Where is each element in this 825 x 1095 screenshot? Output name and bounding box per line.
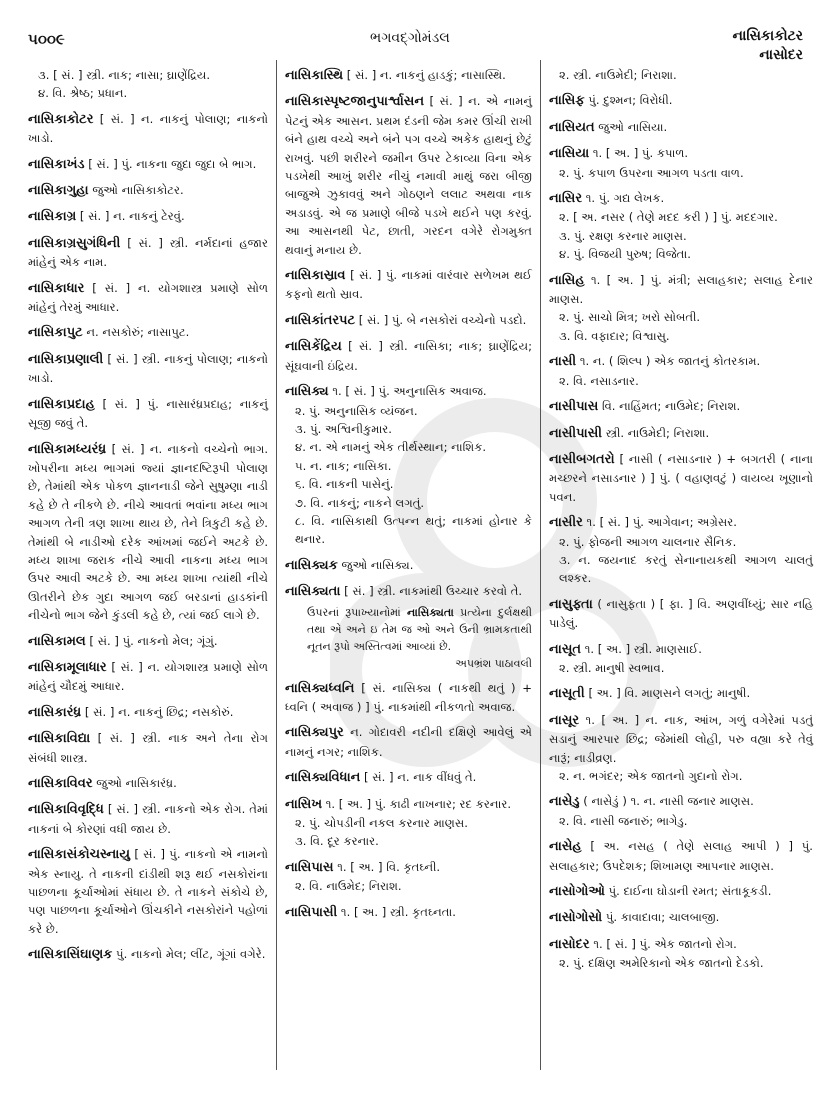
dictionary-entry [28,845,268,938]
headword: નાસિકારંધ્ર [28,704,82,720]
definition: [ અ. નસહ ( તેણે સલાહ આપી ) ] પું. સલાહકાર; ઉપદેશક; શિખામણ આપનાર માણસ. [549,839,813,873]
definition: [ સં. ] સ્ત્રી. નાકનું પોલાણ; નાકનો ખાડો. [28,351,269,386]
definition: [ સં. ] પું. નાકમાં વારંવાર સળેખમ થઈ કફનો થતો સ્રાવ. [285,268,532,302]
quote-source: અપભ્રંશ પાઠાવલી [455,656,532,670]
definition: [ સં. ] પું. બે નસકોરાં વચ્ચેનો પડદો. [358,312,527,327]
headword: નાસી [549,354,577,370]
dictionary-entry [28,155,268,174]
sense-line: ૩. વિ. દૂર કરનાર. [295,834,379,849]
definition: [ સં. ] પું. નાકનો એ નામનો એક સ્નાયુ. તે નાકની દાંડીથી શરૂ થઈ નસકોરાંના પાછળના કૂર્ચાઓમાં સંધાય છે. તે નાકને સંકોચે છે, પણ પાછળના કૂર્ચાઓને ઊંચકીને નસકોરાંને પહોળાં કરે છે. [28,847,269,936]
sense-line: ૨. સ્ત્રી. માનુષી સ્વભાવ. [559,660,665,675]
headword: નાસેહ [549,839,582,855]
headword: નાસિક્ય [285,384,329,400]
sense-line: ૧. [ અ. ] પું. મંત્રી; સલાહકાર; સલાહ દેનાર માણસ. [549,272,814,307]
definition: વિ. નાહિંમત; નાઉમેદ; નિરાશ. [601,399,741,414]
headword: નાસિકાસ્પૃષ્ટજાનુપાર્શ્વાસન [285,94,425,110]
dictionary-entry [549,792,813,830]
definition: [ સં. નાસિક્ય ( નાકથી થતું ) + ધ્વનિ ( અવાજ ) ] પું. નાકમાંથી નીકળતો અવાજ. [285,680,532,714]
dictionary-entry [28,703,268,722]
definition: સ્ત્રી. નાઉમેદી; નિરાશા. [605,425,710,440]
headword: નાસિપાસ [285,859,334,875]
dictionary-entry [28,729,268,767]
definition: [ સં. ] ન. નાકનું પોલાણ; નાકનો ખાડો. [28,111,268,146]
definition: [ સં. ] સ્ત્રી. નાક અને તેના રોગ સંબંધી શાસ્ત્ર. [28,731,268,765]
headword: નાસીબગતરો [549,451,615,467]
dictionary-entry [28,279,268,317]
sense-line: ૨. પું. અનુનાસિક વ્યંજન. [295,403,418,418]
definition: [ સં. ] ન. નાકનું ટેરવું. [79,209,185,224]
definition: [ સં. ] ન. નાકનું હાડકું; નાસાસ્થિ. [346,68,506,82]
sense-line: ૧. [ અ. ] પું. કાઢી નાખનાર; રદ કરનાર. [325,796,512,811]
definition: ૧. [ અ. ] સ્ત્રી. કૃતઘ્નતા. [340,904,456,919]
headword: નાસીપાસી [549,425,602,441]
column-3 [540,60,813,1070]
headword: નાસિકાવિવૃદ્ધિ [28,802,104,818]
definition: જુઓ નાસિકાકોટર. [92,183,184,198]
page-number: ૫૦૦૯ [28,30,65,48]
headword: નાસિકામૂલાધાર [28,659,107,675]
sense-line: ૭. વિ. નાકનું; નાકને લગતું. [295,495,425,510]
dictionary-entry [549,144,813,182]
sense-line: ૨. વિ. નસાડનાર. [559,373,639,388]
guide-word-first: નાસિકાકોટર [732,28,803,44]
headword: નાસિખ [285,796,323,812]
headword: નાસિકાગુહા [28,183,89,199]
definition: [ સં. ] પું. નાકનો મેલ; ગૂંગું. [89,633,218,648]
dictionary-entry [28,945,268,964]
headword: નાસિકાપુટ [28,325,83,341]
sense-line: ૨. વિ. નાઉમેદ; નિરાશ. [295,879,402,894]
dictionary-entry [285,556,532,575]
sense-line: ૧. [ સં. ] પું. એક જાતનો રોગ. [593,936,737,951]
headword: નાસુફ્તા [549,596,593,612]
sense-line: ૧. [ અ. ] ન. નાક, આંખ, ગળું વગેરેમાં પડતું સડાનું આરપાર છિદ્ર; જેમાંથી લોહી, પરુ વહ્યા કરે તેવું નારૂં; નાડીવ્રણ. [549,712,814,765]
headword: નાસિકાપ્રદાહ [28,396,95,412]
sense-line: ૩. [ સં. ] સ્ત્રી. નાક; નાસા; ઘ્રાણેંદ્રિય. [38,68,211,82]
dictionary-entry [549,424,813,443]
sense-line: ૧. પું. ગદ્ય લેખક. [585,191,665,206]
dictionary-entry [549,513,813,588]
headword: નાસિકામધ્યરંધ્ર [28,441,107,457]
dictionary-entry [549,837,813,875]
dictionary-entry [28,234,268,272]
dictionary-entry [285,266,532,304]
sense-line: ૧. [ સં. ] પું. આગેવાન; અગ્રેસર. [586,515,737,530]
definition: [ સં. ] સ્ત્રી. નર્મદાનાં હજાર માંહેનું એક નામ. [28,235,268,270]
dictionary-entry [285,92,532,259]
sense-line: ૧. [ અ. ] પું. કપાળ. [592,146,689,161]
dictionary-entry [549,882,813,901]
sense-line: ૩. પું. અશ્વિનીકુમાર. [295,421,392,436]
column-2 [276,60,540,1070]
definition: [ સં. ] પું. નાસારંધ્રપ્રદાહ; નાકનું સૂજી જવું તે. [28,396,269,431]
definition: ન. નસકોરું; નાસાપુટ. [86,325,190,340]
headword: નાસિક્યપુર [285,725,344,741]
sense-line: ૫. ન. નાક; નાસિકા. [295,458,392,473]
headword: નાસિક્યક [285,557,338,573]
sense-line: ૩. વિ. વફાદાર; વિશ્વાસુ. [559,328,670,343]
definition: ( નાસુફતા ) [ ફા. ] વિ. અણવીંધ્યું; સાર નહિ પાડેલું. [549,596,813,631]
dictionary-entry [285,858,532,896]
headword: નાસૂત [549,641,582,657]
headword: નાસિકાસ્થિ [285,68,344,83]
definition: [ સં. ] સ્ત્રી. નાસિકા; નાક; ઘ્રાણેંદ્રિય; સૂંઘવાની ઇંદ્રિય. [285,339,532,373]
quote-text: ઉપરનાં રૂપાખ્યાનોમાં [307,605,407,619]
sense-line: ૨. પું. કપાળ ઉપરના આગળ પડતા વાળ. [559,165,744,180]
definition: જુઓ નાસિયા. [598,119,668,134]
dictionary-entry [549,908,813,927]
dictionary-entry [285,582,532,671]
headword: નાસિકાગ્ર [28,209,77,225]
dictionary-entry [285,903,532,922]
sense-line: ૪. ન. એ નામનું એક તીર્થસ્થાન; નાશિક. [295,440,487,455]
definition: પું. કાવાદાવા; ચાલબાજી. [605,910,720,925]
definition: [ સં. ] ન. નાક વીંધવું તે. [364,770,477,785]
headword: નાસિક્યધ્વનિ [285,680,355,696]
definition: પું. દુશ્મન; વિરોધી. [588,93,673,108]
dictionary-entry [549,684,813,703]
sense-line: ( નાસેડું ) ૧. ન. નાસી જનાર માણસ. [583,794,754,809]
definition: [ સં. ] ન. નાકનો વચ્ચેનો ભાગ. ખોપરીના મધ્ય ભાગમાં જ્યાં જ્ઞાનદષ્ટિરૂપી પોલાણ છે, તેમાંથી એક પોકળ જ્ઞાનનાડી જેને સુષુમ્ણા નાડી કહે છે તે નીકળે છે. નીચે આવતાં ભવાંના મધ્ય ભાગ આગળ તેની ત્રણ શાખા થાય છે, તેને ત્રિકુટી કહે છે. તેમાંથી બે નાડીઓ દરેક આંખમાં જઈને અટકે છે. મધ્ય શાખા જરાક નીચે આવી નાકના મધ્ય ભાગ ઉપર આવી અટકે છે. આ મધ્ય શાખા ત્યાંથી નીચે ઊતરીને છેક ગુદા આગળ જઈ બરડાનાં હાડકાંની નીચેનો ભાગ જેને કુંડલી કહે છે, ત્યાં જઈ લાગે છે. [28,441,269,623]
headword: નાસિફ [549,93,585,109]
definition: [ સં. ] ન. યોગશાસ્ત્ર પ્રમાણે સોળ માંહેનું તેરમું આધાર. [28,280,269,315]
headword: નાસિયા [549,146,590,162]
headword: નાસિકાવિદ્યા [28,731,91,747]
dictionary-entry [549,711,813,786]
dictionary-entry [285,382,532,549]
column-1 [28,60,276,1070]
headword: નાસોગોસો [549,910,603,926]
definition: [ સં. ] પું. નાકના જુદા જુદા બે ભાગ. [88,156,257,171]
sense-line: ૨. પું. દક્ષિણ અમેરિકાનો એક જાતનો દેડકો. [559,956,764,971]
running-title: ભગવદ્ગોમંડલ [370,30,450,46]
dictionary-entry [549,450,813,506]
dictionary-entry [28,440,268,625]
dictionary-entry [28,395,268,433]
guide-word-last: નાસોદર [759,47,803,63]
headword: નાસિપાસી [285,904,338,920]
dictionary-entry [28,632,268,651]
headword: નાસિકાંતરપટ [285,312,356,328]
dictionary-entry [285,768,532,787]
sense-line: ૨. વિ. નાસી જનારું; ભાગેડુ. [559,813,688,828]
headword: નાસિયત [549,119,595,135]
definition: [ અ. ] વિ. માણસને લગતું; માનુષી. [588,686,751,701]
headword: નાસિકાગ્રસુગંધિની [28,235,121,251]
headword: નાસિકાધાર [28,280,85,296]
headword: નાસિકેંદ્રિય [285,339,342,355]
headword: નાસેડુ [549,794,580,810]
dictionary-entry [549,189,813,264]
headword: નાસીર [549,515,583,531]
dictionary-entry [549,397,813,416]
headword: નાસૂર [549,712,580,728]
dictionary-entry [28,181,268,200]
dictionary-entry [28,774,268,793]
dictionary-entry [285,66,532,85]
sense-line: ૩. ન. જયનાદ કરતું સેનાનાયકથી આગળ ચાલતું લશ્કર. [559,552,813,586]
dictionary-entry [285,337,532,375]
dictionary-entry [28,207,268,226]
sense-line: ૨. [ અ. નસર ( તેણે મદદ કરી ) ] પું. મદદગાર. [559,210,778,225]
definition: [ સં. ] ન. યોગશાસ્ત્ર પ્રમાણે સોળ માંહેનું ચૌદમું આધાર. [28,659,268,694]
sense-line: ૧. ન. ( શિલ્પ ) એક જાતનું કોતરકામ. [579,354,761,369]
dictionary-columns [28,60,813,1070]
headword: નાસિર [549,191,583,207]
sense-line: ૧. [ અ. ] વિ. કૃતઘ્ની. [337,859,441,874]
sense-line: ૮. વિ. નાસિકાથી ઉત્પન્ન થતું; નાકમાં હોનાર કે થનાર. [295,513,532,547]
sense-line: ૨. ન. ભગંદર; એક જાતનો ગુદાનો રોગ. [559,769,743,783]
sense-line: ૬. વિ. નાકની પાસેનું. [295,477,394,492]
headword: નાસીપાસ [549,399,599,415]
sense-line: ૩. પું. રક્ષણ કરનાર માણસ. [559,228,687,243]
dictionary-entry [549,91,813,110]
dictionary-entry [549,271,813,346]
sense-line: ૧. [ સં. ] પું. અનુનાસિક અવાજ. [332,384,487,399]
dictionary-entry [28,66,268,103]
sense-line: ૨. પું. ફોજની આગળ ચાલનાર સૈનિક. [559,534,737,549]
dictionary-entry [285,723,532,761]
dictionary-entry [549,352,813,390]
headword: નાસિક્યતા [285,584,341,600]
dictionary-entry [28,350,268,388]
sense-line: ૧. [ અ. ] સ્ત્રી. માણસાઈ. [584,641,702,656]
sense-line: ૨. પું. ચોપડીની નકલ કરનાર માણસ. [295,816,468,830]
sense-line: ૪. પું. વિજયી પુરુષ; વિજેતા. [559,247,691,262]
definition: પું. નાકનો મેલ; લીંટ, ગૂંગાં વગેરે. [116,947,266,962]
headword: નાસિહ [549,272,585,288]
dictionary-entry [285,795,532,851]
headword: નાસિકાપ્રણાલી [28,351,104,367]
headword: નાસિકાખંડ [28,156,85,172]
definition: [ સં. ] ન. નાકનું છિદ્ર; નસકોરું. [84,704,234,719]
dictionary-entry [549,595,813,633]
headword: નાસિક્યવિધાન [285,770,361,786]
headword: નાસિકામલ [28,633,86,649]
headword: નાસિકાવિવર [28,776,93,791]
definition: જુઓ નાસિક્ય. [341,557,414,572]
definition: ન. ગોદાવરી નદીની દક્ષિણે આવેલું એ નામનું નગર; નાશિક. [285,725,533,759]
headword: નાસિકાસિંઘાણક [28,947,113,963]
dictionary-entry [285,679,532,717]
headword: નાસોદર [549,936,590,952]
headword: નાસોગોઓ [549,884,605,900]
dictionary-entry [28,323,268,342]
definition: [ સં. ] સ્ત્રી. નાકમાંથી ઉચ્ચાર કરવો તે. [344,584,523,599]
dictionary-entry [28,658,268,696]
citation-quote [285,604,532,672]
dictionary-entry [28,110,268,148]
definition: [ નાસી ( નસાડનાર ) + બગતરી ( નાના મચ્છરને નસાડનાર ) ] પું. ( વહાણવટું ) વાયવ્ય ખૂણાનો પવન. [549,451,814,504]
definition: [ સં. ] સ્ત્રી. નાકનો એક રોગ. તેમાં નાકનાં બે કોરણાં વધી જાય છે. [28,802,268,836]
definition: પું. દાઈના ઘોડાની રમત; સંતાકૂકડી. [608,884,772,899]
headword: નાસિકાકોટર [28,111,94,127]
definition: જુઓ નાસિકારંધ્ર. [96,776,177,790]
dictionary-entry [549,118,813,137]
dictionary-entry [549,935,813,973]
dictionary-entry [28,800,268,838]
definition: [ સં. ] ન. એ નામનું પેટનું એક આસન. પ્રથમ દંડની જેમ કમર ઊંચી રાખી બંને હાથ વચ્ચે અને બંને પગ વચ્ચે અકેક હાથનું છેટું રાખવું. પછી શરીરને જમીન ઉપર ટેકાવ્યા વિના એક પડખેથી આખું શરીર નીચું નમાવી માથું જરા બીજી બાજુએ ઝુકાવવું અને ગોઠણને લલાટ અથવા નાક અડાડવું. એ જ પ્રમાણે બીજે પડખે થઈને પણ કરવું. આ આસનથી પેટ, છાતી, ગરદન વગેરે રોગમુક્ત થવાનું મનાય છે. [285,94,533,257]
headword: નાસૂતી [549,686,585,702]
dictionary-entry [549,640,813,678]
quote-keyword: નાસિક્યતા [406,605,454,619]
dictionary-entry [549,66,813,84]
sense-line: ૨. પું. સાચો મિત્ર; ખરો સોબતી. [559,310,701,325]
sense-line: ૨. સ્ત્રી. નાઉમેદી; નિરાશા. [559,68,677,82]
sense-line: ૪. વિ. શ્રેષ્ઠ; પ્રધાન. [38,86,128,101]
dictionary-entry [285,311,532,330]
quote-text: પ્રત્યેના દુર્લક્ષથી તથા એ અને ઇ તેમ જ ઓ અને ઉની ભ્રામકતાથી નૂતન રૂપો અસ્તિત્વમાં આવ્યાં છે. [307,605,532,653]
headword: નાસિકાસ્રાવ [285,268,346,284]
headword: નાસિકાસંકોચસ્નાયુ [28,847,131,863]
